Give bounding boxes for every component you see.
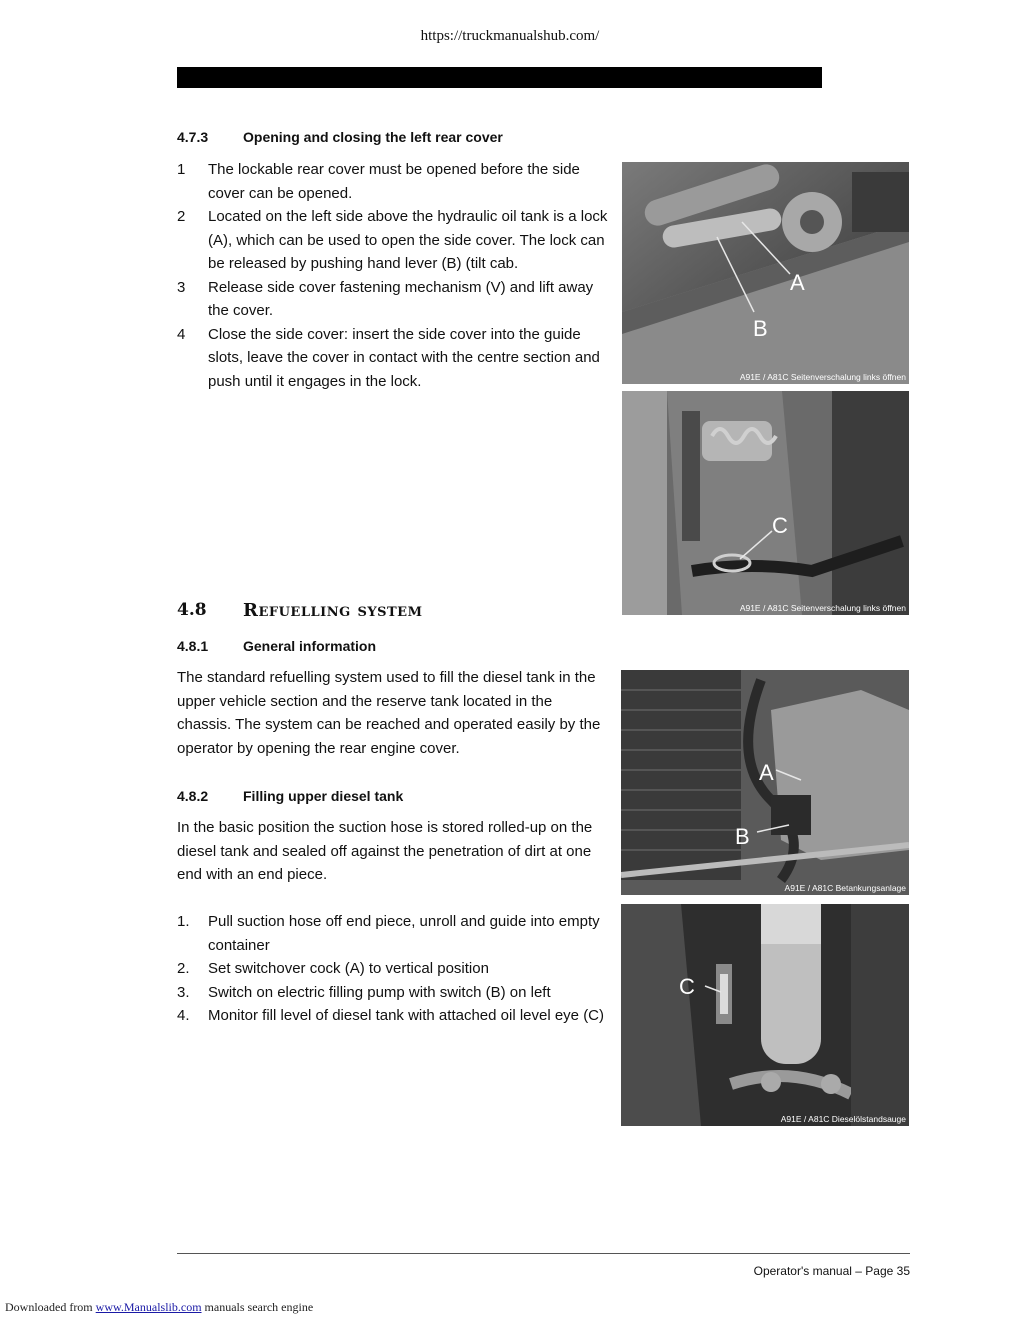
steps-list-4-8-2 (177, 910, 615, 1028)
section-title: General information (243, 638, 377, 654)
callout-label: B (735, 824, 750, 849)
section-number: 4.8.2 (177, 788, 209, 804)
callout-label: C (772, 513, 788, 538)
item-number: 2 (177, 208, 186, 225)
item-text: Set switchover cock (A) to vertical position (208, 960, 489, 977)
list-item (177, 323, 615, 394)
section-title: Refuelling system (243, 600, 423, 621)
photo-cover-lock (622, 162, 909, 384)
photo-cover-fastener-image (622, 391, 909, 615)
callout-label: B (753, 316, 768, 341)
download-notice (5, 1300, 313, 1315)
list-item (177, 276, 615, 323)
header-bar (177, 67, 822, 88)
photo-caption: A91E / A81C Betankungsanlage (784, 883, 906, 893)
section-number: 4.7.3 (177, 129, 209, 145)
item-number: 4. (177, 1007, 190, 1024)
download-prefix: Downloaded from (5, 1300, 96, 1314)
footer-page-info: Operator's manual – Page 35 (753, 1264, 910, 1278)
manualslib-link[interactable]: www.Manualslib.com (95, 1300, 202, 1314)
photo-caption: A91E / A81C Seitenverschalung links öffnen (739, 372, 906, 382)
callout-label: A (790, 270, 805, 295)
photo-cover-lock-image (622, 162, 909, 384)
section-heading-4-7-3 (177, 129, 617, 147)
section-title: Opening and closing the left rear cover (243, 129, 503, 145)
list-item (177, 1004, 615, 1028)
list-item (177, 910, 615, 957)
callout-label: C (679, 974, 695, 999)
footer-rule (177, 1253, 910, 1254)
photo-caption: A91E / A81C Seitenverschalung links öffnen (739, 603, 906, 613)
item-number: 2. (177, 960, 190, 977)
paragraph-basic-position: In the basic position the suction hose is stored rolled-up on the diesel tank and sealed off against the penetration of dirt at one end with an end piece. (177, 819, 593, 884)
item-text: Close the side cover: insert the side cover into the guide slots, leave the cover in contact with the centre section and push until it engages in the lock. (208, 325, 600, 390)
list-item (177, 205, 615, 276)
list-item (177, 957, 615, 981)
section-number: 4.8 (177, 600, 207, 620)
download-suffix: manuals search engine (201, 1300, 314, 1314)
section-heading-4-8-2 (177, 788, 617, 806)
photo-oil-level-eye-image (621, 904, 909, 1126)
list-item (177, 981, 615, 1005)
steps-list-4-7-3 (177, 158, 615, 393)
item-text: Release side cover fastening mechanism (V) and lift away the cover. (208, 278, 594, 319)
callout-label: A (759, 760, 774, 785)
item-text: Switch on electric filling pump with switch (B) on left (208, 983, 551, 1001)
item-text: Located on the left side above the hydraulic oil tank is a lock (A), which can be used to open the side cover. The lock can be released by pushing hand lever (B) (tilt cab. (208, 208, 608, 272)
photo-refuelling-system (621, 670, 909, 895)
photo-oil-level-eye (621, 904, 909, 1126)
item-number: 1. (177, 913, 190, 930)
photo-cover-fastener (622, 391, 909, 615)
list-item (177, 158, 615, 205)
section-number: 4.8.1 (177, 638, 209, 654)
item-text: Monitor fill level of diesel tank with attached oil level eye (C) (208, 1007, 605, 1024)
section-heading-4-8 (177, 600, 617, 622)
photo-caption: A91E / A81C Dieselölstandsauge (780, 1114, 906, 1124)
page-url: https://truckmanualshub.com/ (420, 28, 600, 44)
item-number: 4 (177, 325, 186, 343)
section-heading-4-8-1 (177, 638, 617, 656)
item-text: The lockable rear cover must be opened before the side cover can be opened. (208, 161, 580, 202)
section-title: Filling upper diesel tank (243, 788, 404, 804)
item-text: Pull suction hose off end piece, unroll and guide into empty container (208, 913, 600, 954)
item-number: 1 (177, 161, 186, 178)
photo-refuelling-system-image (621, 670, 909, 895)
paragraph-general-info: The standard refuelling system used to fill the diesel tank in the upper vehicle section and the reserve tank located in the chassis. The system can be reached and operated easily by the operator by opening the rear engine cover. (177, 669, 601, 757)
item-number: 3 (177, 278, 186, 296)
item-number: 3. (177, 983, 190, 1001)
